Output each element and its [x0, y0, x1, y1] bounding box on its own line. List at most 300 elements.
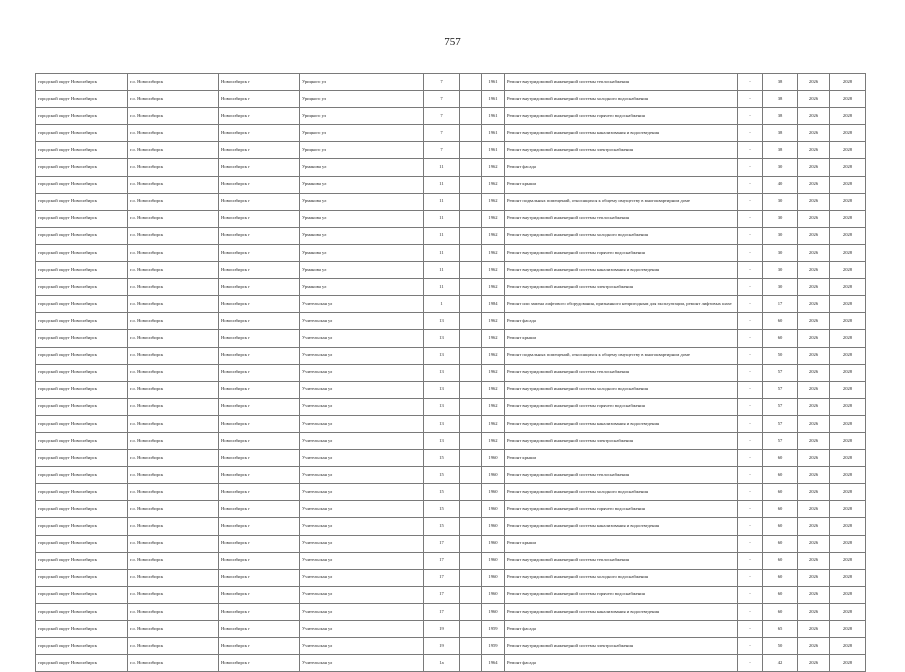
house-number-cell: 11 [424, 227, 460, 244]
work-type-cell: Ремонт внутридомовой инженерной системы теплоснабжения [505, 74, 738, 91]
start-year-cell: 2026 [798, 347, 830, 364]
value-cell: 30 [763, 210, 798, 227]
end-year-cell: 2028 [830, 603, 866, 620]
table-row [36, 227, 866, 244]
table-row [36, 142, 866, 159]
start-year-cell: 2026 [798, 313, 830, 330]
municipality-cell: городской округ Новосибирск [36, 552, 128, 569]
table-row [36, 621, 866, 638]
settlement-cell: Новосибирск г [219, 313, 300, 330]
settlement-cell: Новосибирск г [219, 398, 300, 415]
indicator-cell: - [738, 347, 763, 364]
value-cell: 60 [763, 535, 798, 552]
indicator-cell: - [738, 227, 763, 244]
value-cell: 30 [763, 159, 798, 176]
street-cell: Учительская ул [300, 586, 424, 603]
end-year-cell: 2028 [830, 638, 866, 655]
municipality-cell: городской округ Новосибирск [36, 193, 128, 210]
value-cell: 60 [763, 569, 798, 586]
municipality-cell: городской округ Новосибирск [36, 244, 128, 261]
municipality-cell: городской округ Новосибирск [36, 159, 128, 176]
indicator-cell: - [738, 381, 763, 398]
value-cell: 40 [763, 176, 798, 193]
construction-year-cell: 1961 [482, 125, 505, 142]
construction-year-cell: 1959 [482, 638, 505, 655]
end-year-cell: 2028 [830, 467, 866, 484]
work-type-cell: Ремонт крыши [505, 330, 738, 347]
municipality-cell: городской округ Новосибирск [36, 227, 128, 244]
house-number-cell: 15 [424, 467, 460, 484]
value-cell: 42 [763, 655, 798, 672]
work-type-cell: Ремонт внутридомовой инженерной системы электроснабжения [505, 142, 738, 159]
indicator-cell: - [738, 518, 763, 535]
value-cell: 17 [763, 296, 798, 313]
building-cell [460, 227, 482, 244]
end-year-cell: 2028 [830, 176, 866, 193]
start-year-cell: 2026 [798, 638, 830, 655]
house-number-cell: 7 [424, 125, 460, 142]
settlement-cell: Новосибирск г [219, 262, 300, 279]
table-row [36, 313, 866, 330]
street-cell: Урманова ул [300, 227, 424, 244]
work-type-cell: Ремонт подвальных помещений, относящихся к общему имуществу в многоквартирном доме [505, 193, 738, 210]
work-type-cell: Ремонт фасада [505, 621, 738, 638]
construction-year-cell: 1961 [482, 74, 505, 91]
value-cell: 38 [763, 142, 798, 159]
street-cell: Учительская ул [300, 655, 424, 672]
district-cell: г.о. Новосибирск [128, 142, 219, 159]
indicator-cell: - [738, 450, 763, 467]
municipality-cell: городской округ Новосибирск [36, 603, 128, 620]
construction-year-cell: 1962 [482, 227, 505, 244]
start-year-cell: 2026 [798, 381, 830, 398]
value-cell: 38 [763, 74, 798, 91]
building-cell [460, 603, 482, 620]
end-year-cell: 2028 [830, 279, 866, 296]
house-number-cell: 13 [424, 313, 460, 330]
street-cell: Учительская ул [300, 518, 424, 535]
start-year-cell: 2026 [798, 91, 830, 108]
start-year-cell: 2026 [798, 415, 830, 432]
table-row [36, 638, 866, 655]
house-number-cell: 15 [424, 501, 460, 518]
building-cell [460, 330, 482, 347]
settlement-cell: Новосибирск г [219, 381, 300, 398]
district-cell: г.о. Новосибирск [128, 91, 219, 108]
end-year-cell: 2028 [830, 142, 866, 159]
settlement-cell: Новосибирск г [219, 159, 300, 176]
municipality-cell: городской округ Новосибирск [36, 91, 128, 108]
building-cell [460, 518, 482, 535]
indicator-cell: - [738, 467, 763, 484]
street-cell: Учительская ул [300, 569, 424, 586]
street-cell: Учительская ул [300, 432, 424, 449]
settlement-cell: Новосибирск г [219, 450, 300, 467]
house-number-cell: 13 [424, 347, 460, 364]
end-year-cell: 2028 [830, 313, 866, 330]
start-year-cell: 2026 [798, 74, 830, 91]
work-type-cell: Ремонт внутридомовой инженерной системы холодного водоснабжения [505, 91, 738, 108]
building-cell [460, 621, 482, 638]
house-number-cell: 11 [424, 210, 460, 227]
settlement-cell: Новосибирск г [219, 210, 300, 227]
municipality-cell: городской округ Новосибирск [36, 621, 128, 638]
value-cell: 50 [763, 638, 798, 655]
construction-year-cell: 1962 [482, 279, 505, 296]
work-type-cell: Ремонт подвальных помещений, относящихся к общему имуществу в многоквартирном доме [505, 347, 738, 364]
street-cell: Учительская ул [300, 381, 424, 398]
value-cell: 30 [763, 227, 798, 244]
value-cell: 57 [763, 432, 798, 449]
building-cell [460, 638, 482, 655]
table-row [36, 279, 866, 296]
house-number-cell: 7 [424, 142, 460, 159]
house-number-cell: 17 [424, 535, 460, 552]
municipality-cell: городской округ Новосибирск [36, 518, 128, 535]
district-cell: г.о. Новосибирск [128, 467, 219, 484]
building-cell [460, 398, 482, 415]
street-cell: Учительская ул [300, 552, 424, 569]
indicator-cell: - [738, 603, 763, 620]
indicator-cell: - [738, 655, 763, 672]
municipality-cell: городской округ Новосибирск [36, 125, 128, 142]
district-cell: г.о. Новосибирск [128, 501, 219, 518]
district-cell: г.о. Новосибирск [128, 586, 219, 603]
construction-year-cell: 1962 [482, 313, 505, 330]
construction-year-cell: 1960 [482, 535, 505, 552]
table-row [36, 501, 866, 518]
work-type-cell: Ремонт внутридомовой инженерной системы теплоснабжения [505, 210, 738, 227]
settlement-cell: Новосибирск г [219, 347, 300, 364]
start-year-cell: 2026 [798, 398, 830, 415]
house-number-cell: 7 [424, 108, 460, 125]
construction-year-cell: 1984 [482, 296, 505, 313]
municipality-cell: городской округ Новосибирск [36, 432, 128, 449]
indicator-cell: - [738, 279, 763, 296]
building-cell [460, 586, 482, 603]
building-cell [460, 552, 482, 569]
district-cell: г.о. Новосибирск [128, 638, 219, 655]
street-cell: Учительская ул [300, 621, 424, 638]
district-cell: г.о. Новосибирск [128, 450, 219, 467]
end-year-cell: 2028 [830, 432, 866, 449]
district-cell: г.о. Новосибирск [128, 296, 219, 313]
street-cell: Учительская ул [300, 398, 424, 415]
start-year-cell: 2026 [798, 518, 830, 535]
municipality-cell: городской округ Новосибирск [36, 535, 128, 552]
street-cell: Учительская ул [300, 535, 424, 552]
house-number-cell: 7 [424, 91, 460, 108]
street-cell: Учительская ул [300, 638, 424, 655]
street-cell: Урицкого ул [300, 125, 424, 142]
table-row [36, 193, 866, 210]
district-cell: г.о. Новосибирск [128, 244, 219, 261]
building-cell [460, 244, 482, 261]
construction-year-cell: 1962 [482, 262, 505, 279]
construction-year-cell: 1961 [482, 91, 505, 108]
start-year-cell: 2026 [798, 125, 830, 142]
street-cell: Учительская ул [300, 415, 424, 432]
work-type-cell: Ремонт внутридомовой инженерной системы электроснабжения [505, 638, 738, 655]
table-row [36, 484, 866, 501]
value-cell: 60 [763, 467, 798, 484]
end-year-cell: 2028 [830, 125, 866, 142]
indicator-cell: - [738, 262, 763, 279]
house-number-cell: 13 [424, 432, 460, 449]
end-year-cell: 2028 [830, 569, 866, 586]
end-year-cell: 2028 [830, 296, 866, 313]
district-cell: г.о. Новосибирск [128, 176, 219, 193]
table-body [36, 74, 866, 672]
work-type-cell: Ремонт внутридомовой инженерной системы теплоснабжения [505, 467, 738, 484]
building-cell [460, 210, 482, 227]
end-year-cell: 2028 [830, 535, 866, 552]
district-cell: г.о. Новосибирск [128, 432, 219, 449]
district-cell: г.о. Новосибирск [128, 655, 219, 672]
building-cell [460, 125, 482, 142]
house-number-cell: 11 [424, 244, 460, 261]
municipality-cell: городской округ Новосибирск [36, 142, 128, 159]
value-cell: 60 [763, 586, 798, 603]
building-cell [460, 159, 482, 176]
value-cell: 60 [763, 450, 798, 467]
value-cell: 30 [763, 279, 798, 296]
district-cell: г.о. Новосибирск [128, 603, 219, 620]
settlement-cell: Новосибирск г [219, 467, 300, 484]
building-cell [460, 313, 482, 330]
start-year-cell: 2026 [798, 159, 830, 176]
start-year-cell: 2026 [798, 621, 830, 638]
house-number-cell: 13 [424, 415, 460, 432]
house-number-cell: 13 [424, 381, 460, 398]
table-row [36, 330, 866, 347]
street-cell: Учительская ул [300, 467, 424, 484]
house-number-cell: 11 [424, 193, 460, 210]
municipality-cell: городской округ Новосибирск [36, 210, 128, 227]
district-cell: г.о. Новосибирск [128, 415, 219, 432]
settlement-cell: Новосибирск г [219, 552, 300, 569]
table-row [36, 125, 866, 142]
table-row [36, 381, 866, 398]
construction-year-cell: 1960 [482, 586, 505, 603]
settlement-cell: Новосибирск г [219, 244, 300, 261]
street-cell: Урицкого ул [300, 91, 424, 108]
table-row [36, 535, 866, 552]
table-row [36, 450, 866, 467]
district-cell: г.о. Новосибирск [128, 210, 219, 227]
street-cell: Учительская ул [300, 364, 424, 381]
end-year-cell: 2028 [830, 501, 866, 518]
settlement-cell: Новосибирск г [219, 535, 300, 552]
district-cell: г.о. Новосибирск [128, 569, 219, 586]
house-number-cell: 17 [424, 569, 460, 586]
end-year-cell: 2028 [830, 655, 866, 672]
indicator-cell: - [738, 638, 763, 655]
page-number: 757 [444, 36, 461, 48]
building-cell [460, 279, 482, 296]
work-type-cell: Ремонт внутридомовой инженерной системы канализования и водоотведения [505, 125, 738, 142]
street-cell: Учительская ул [300, 603, 424, 620]
end-year-cell: 2028 [830, 262, 866, 279]
start-year-cell: 2026 [798, 586, 830, 603]
start-year-cell: 2026 [798, 655, 830, 672]
construction-year-cell: 1960 [482, 569, 505, 586]
construction-year-cell: 1960 [482, 467, 505, 484]
end-year-cell: 2028 [830, 91, 866, 108]
table-row [36, 552, 866, 569]
municipality-cell: городской округ Новосибирск [36, 108, 128, 125]
building-cell [460, 432, 482, 449]
construction-year-cell: 1960 [482, 484, 505, 501]
value-cell: 38 [763, 91, 798, 108]
construction-year-cell: 1959 [482, 621, 505, 638]
building-cell [460, 569, 482, 586]
settlement-cell: Новосибирск г [219, 193, 300, 210]
construction-year-cell: 1960 [482, 501, 505, 518]
end-year-cell: 2028 [830, 518, 866, 535]
street-cell: Урманова ул [300, 210, 424, 227]
construction-year-cell: 1960 [482, 518, 505, 535]
end-year-cell: 2028 [830, 227, 866, 244]
municipality-cell: городской округ Новосибирск [36, 586, 128, 603]
work-type-cell: Ремонт внутридомовой инженерной системы горячего водоснабжения [505, 501, 738, 518]
table-row [36, 176, 866, 193]
indicator-cell: - [738, 432, 763, 449]
street-cell: Учительская ул [300, 347, 424, 364]
value-cell: 60 [763, 603, 798, 620]
table-row [36, 74, 866, 91]
work-type-cell: Ремонт внутридомовой инженерной системы канализования и водоотведения [505, 603, 738, 620]
end-year-cell: 2028 [830, 415, 866, 432]
start-year-cell: 2026 [798, 210, 830, 227]
street-cell: Урманова ул [300, 244, 424, 261]
indicator-cell: - [738, 142, 763, 159]
building-cell [460, 347, 482, 364]
house-number-cell: 11 [424, 262, 460, 279]
district-cell: г.о. Новосибирск [128, 364, 219, 381]
work-type-cell: Ремонт внутридомовой инженерной системы холодного водоснабжения [505, 381, 738, 398]
value-cell: 57 [763, 364, 798, 381]
value-cell: 60 [763, 501, 798, 518]
street-cell: Урманова ул [300, 159, 424, 176]
construction-year-cell: 1960 [482, 450, 505, 467]
street-cell: Учительская ул [300, 484, 424, 501]
construction-year-cell: 1960 [482, 603, 505, 620]
settlement-cell: Новосибирск г [219, 638, 300, 655]
end-year-cell: 2028 [830, 193, 866, 210]
value-cell: 60 [763, 330, 798, 347]
indicator-cell: - [738, 621, 763, 638]
table-row [36, 603, 866, 620]
building-cell [460, 91, 482, 108]
municipality-cell: городской округ Новосибирск [36, 381, 128, 398]
end-year-cell: 2028 [830, 450, 866, 467]
start-year-cell: 2026 [798, 262, 830, 279]
municipality-cell: городской округ Новосибирск [36, 364, 128, 381]
building-cell [460, 262, 482, 279]
value-cell: 60 [763, 518, 798, 535]
street-cell: Учительская ул [300, 330, 424, 347]
building-cell [460, 535, 482, 552]
work-type-cell: Ремонт внутридомовой инженерной системы холодного водоснабжения [505, 227, 738, 244]
table-row [36, 415, 866, 432]
municipality-cell: городской округ Новосибирск [36, 450, 128, 467]
start-year-cell: 2026 [798, 330, 830, 347]
indicator-cell: - [738, 535, 763, 552]
municipality-cell: городской округ Новосибирск [36, 262, 128, 279]
district-cell: г.о. Новосибирск [128, 279, 219, 296]
construction-year-cell: 1962 [482, 415, 505, 432]
settlement-cell: Новосибирск г [219, 415, 300, 432]
district-cell: г.о. Новосибирск [128, 108, 219, 125]
municipality-cell: городской округ Новосибирск [36, 279, 128, 296]
end-year-cell: 2028 [830, 398, 866, 415]
indicator-cell: - [738, 244, 763, 261]
end-year-cell: 2028 [830, 74, 866, 91]
settlement-cell: Новосибирск г [219, 432, 300, 449]
value-cell: 60 [763, 552, 798, 569]
work-type-cell: Ремонт внутридомовой инженерной системы электроснабжения [505, 279, 738, 296]
table-row [36, 569, 866, 586]
value-cell: 60 [763, 313, 798, 330]
construction-year-cell: 1962 [482, 347, 505, 364]
settlement-cell: Новосибирск г [219, 518, 300, 535]
municipality-cell: городской округ Новосибирск [36, 347, 128, 364]
building-cell [460, 501, 482, 518]
house-number-cell: 17 [424, 552, 460, 569]
house-number-cell: 15 [424, 484, 460, 501]
end-year-cell: 2028 [830, 364, 866, 381]
street-cell: Учительская ул [300, 450, 424, 467]
municipality-cell: городской округ Новосибирск [36, 415, 128, 432]
settlement-cell: Новосибирск г [219, 108, 300, 125]
work-type-cell: Ремонт внутридомовой инженерной системы канализования и водоотведения [505, 262, 738, 279]
building-cell [460, 176, 482, 193]
start-year-cell: 2026 [798, 484, 830, 501]
street-cell: Урманова ул [300, 279, 424, 296]
building-cell [460, 484, 482, 501]
settlement-cell: Новосибирск г [219, 176, 300, 193]
district-cell: г.о. Новосибирск [128, 484, 219, 501]
indicator-cell: - [738, 91, 763, 108]
indicator-cell: - [738, 108, 763, 125]
construction-year-cell: 1962 [482, 159, 505, 176]
settlement-cell: Новосибирск г [219, 142, 300, 159]
construction-year-cell: 1962 [482, 432, 505, 449]
settlement-cell: Новосибирск г [219, 125, 300, 142]
municipality-cell: городской округ Новосибирск [36, 74, 128, 91]
settlement-cell: Новосибирск г [219, 91, 300, 108]
table-row [36, 91, 866, 108]
construction-year-cell: 1962 [482, 193, 505, 210]
value-cell: 30 [763, 193, 798, 210]
end-year-cell: 2028 [830, 381, 866, 398]
district-cell: г.о. Новосибирск [128, 313, 219, 330]
work-type-cell: Ремонт фасада [505, 159, 738, 176]
building-cell [460, 74, 482, 91]
work-type-cell: Ремонт внутридомовой инженерной системы горячего водоснабжения [505, 244, 738, 261]
indicator-cell: - [738, 159, 763, 176]
end-year-cell: 2028 [830, 552, 866, 569]
building-cell [460, 108, 482, 125]
indicator-cell: - [738, 193, 763, 210]
municipality-cell: городской округ Новосибирск [36, 296, 128, 313]
house-number-cell: 11 [424, 279, 460, 296]
table-row [36, 244, 866, 261]
municipality-cell: городской округ Новосибирск [36, 655, 128, 672]
indicator-cell: - [738, 501, 763, 518]
house-number-cell: 13 [424, 364, 460, 381]
